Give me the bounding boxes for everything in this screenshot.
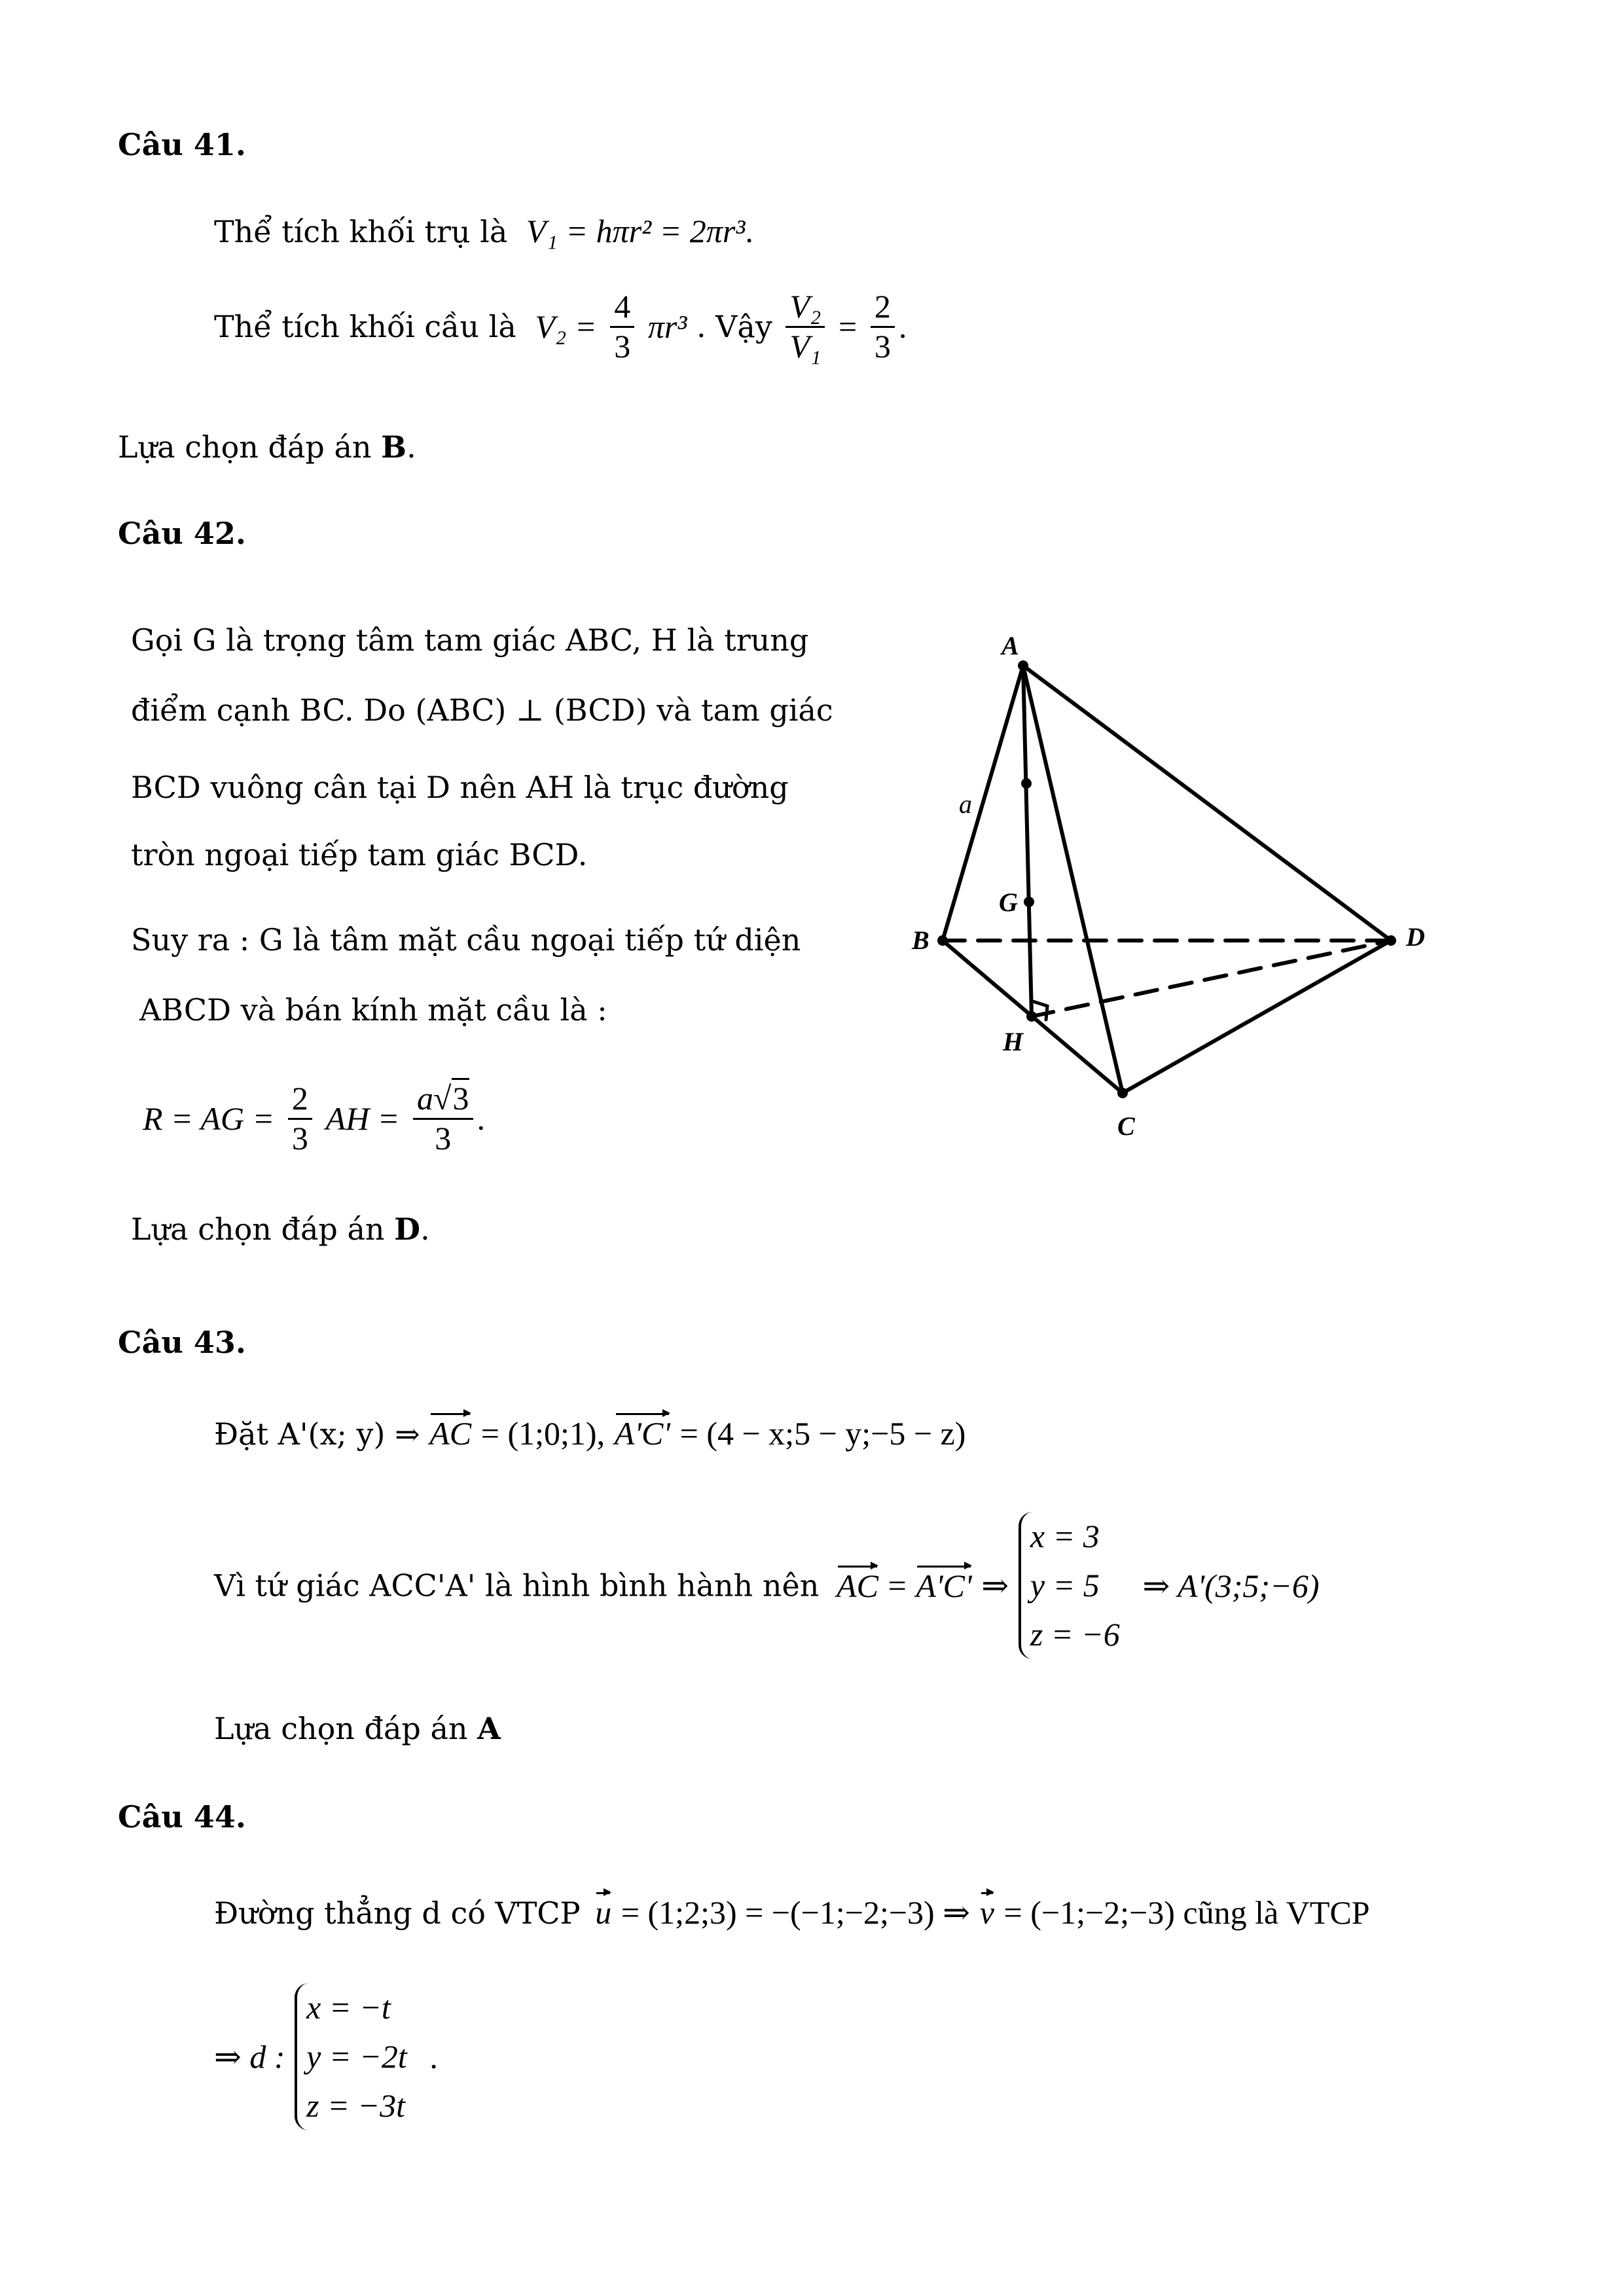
q42-frac1 bbox=[288, 1080, 312, 1157]
q41-line2-middle: . Vậy bbox=[696, 309, 772, 344]
q44-sys-z: z = −3t bbox=[306, 2087, 406, 2124]
q43-answer-prefix: Lựa chọn đáp án bbox=[214, 1711, 468, 1746]
point-G bbox=[1024, 897, 1034, 907]
q42-answer: Lựa chọn đáp án D. bbox=[131, 1211, 430, 1247]
q43-line2-eq: = bbox=[888, 1567, 907, 1604]
q43-line2-vec-AC: AC bbox=[837, 1567, 878, 1604]
q44-sys-y: y = −2t bbox=[306, 2038, 407, 2075]
q41-ratio bbox=[785, 288, 825, 365]
q42-frac1-num: 2 bbox=[288, 1080, 312, 1120]
point-H bbox=[1026, 1011, 1037, 1022]
q44-vec-u: u bbox=[595, 1894, 612, 1931]
q44-d-prefix: ⇒ d : bbox=[214, 2038, 285, 2075]
point-A bbox=[1018, 660, 1028, 671]
q44-line1 bbox=[214, 1896, 1370, 1929]
q41-line2: Thể tích khối cầu là V₂ = $\frac{4}{3}$ πr³ . Vậy $\frac{\text{V₂}}{\text{V₁}}$ = $\frac{2}{3}$ . bbox=[214, 288, 907, 365]
q41-frac-den: 3 bbox=[614, 327, 631, 365]
q41-line2-formula-left: V₂ = bbox=[535, 308, 597, 345]
q42-answer-letter: D bbox=[394, 1211, 421, 1247]
label-A: A bbox=[1001, 631, 1019, 660]
q43-line1-end: = (4 − x;5 − y;−5 − z) bbox=[679, 1415, 966, 1452]
q43-sys-y: y = 5 bbox=[1030, 1567, 1100, 1604]
q41-line2-formula-right: πr³ bbox=[647, 308, 687, 345]
q42-frac2: $\frac{a√3}{3}$ bbox=[413, 1080, 473, 1157]
q43-answer bbox=[214, 1713, 501, 1744]
q43-line2-arrow: ⇒ bbox=[981, 1567, 1009, 1604]
q44-vec-v: v bbox=[979, 1894, 994, 1931]
q44-sys-x: x = −t bbox=[306, 1989, 391, 2026]
q43-line2-prefix: Vì tứ giác ACC'A' là hình bình hành nên bbox=[214, 1568, 820, 1604]
label-H: H bbox=[1003, 1027, 1024, 1056]
point-D bbox=[1386, 935, 1396, 946]
q41-answer-prefix: Lựa chọn đáp án bbox=[118, 429, 372, 465]
q43-line1-start: Đặt A'(x; y) ⇒ bbox=[214, 1416, 420, 1452]
q44-title: Câu 44. bbox=[118, 1799, 246, 1835]
q43-result: ⇒ A'(3;5;−6) bbox=[1142, 1567, 1320, 1604]
q42-formula-mid: AH = bbox=[325, 1100, 400, 1137]
q44-line1-mid: = (1;2;3) = −(−1;−2;−3) ⇒ bbox=[621, 1894, 971, 1931]
q41-answer: Lựa chọn đáp án B. bbox=[118, 429, 416, 465]
q43-sys-x: x = 3 bbox=[1030, 1518, 1100, 1554]
q41-line2-text: Thể tích khối cầu là bbox=[214, 309, 516, 344]
q42-frac2-den: 3 bbox=[435, 1119, 452, 1157]
q44-line1-prefix: Đường thẳng d có VTCP bbox=[214, 1895, 581, 1931]
q43-line1-mid: = (1;0;1), bbox=[480, 1415, 605, 1452]
label-G: G bbox=[999, 888, 1018, 917]
q42-frac1-den: 3 bbox=[291, 1119, 308, 1157]
q42-formula-left: R = AG = bbox=[143, 1100, 275, 1137]
q42-title: Câu 42. bbox=[118, 516, 246, 551]
q43-vec-A1C1: A'C' bbox=[614, 1415, 670, 1452]
q41-title: Câu 41. bbox=[118, 127, 246, 162]
q43-line1 bbox=[214, 1417, 965, 1450]
q41-line1: Thể tích khối trụ là V₁ = hπr² = 2πr³. bbox=[214, 213, 753, 249]
q41-answer-letter: B bbox=[381, 429, 407, 465]
q43-line2-vec-A1C1: A'C' bbox=[916, 1567, 972, 1604]
q42-answer-prefix: Lựa chọn đáp án bbox=[131, 1211, 385, 1247]
label-C: C bbox=[1117, 1111, 1135, 1141]
q41-frac-4-3 bbox=[610, 288, 634, 365]
label-a: a bbox=[959, 789, 972, 819]
tetrahedron-figure bbox=[890, 615, 1453, 1152]
segment-HD-dashed bbox=[1032, 941, 1391, 1016]
q43-system bbox=[1019, 1512, 1120, 1659]
q42-formula: R = AG = $\frac{2}{3}$ AH = $\frac{a√3}{3}$ . bbox=[143, 1080, 485, 1157]
q43-line2 bbox=[214, 1512, 1319, 1659]
point-C bbox=[1117, 1088, 1128, 1098]
label-D: D bbox=[1406, 922, 1425, 952]
q41-ratio-num: V₂ bbox=[785, 288, 825, 328]
q43-title: Câu 43. bbox=[118, 1325, 246, 1360]
q41-ratio-den: V₁ bbox=[789, 327, 821, 365]
q41-line1-formula: V₁ = hπr² = 2πr³ bbox=[526, 213, 746, 249]
q42-frac2-root: 3 bbox=[452, 1078, 469, 1117]
segment-AH bbox=[1023, 666, 1032, 1016]
q43-vec-AC: AC bbox=[429, 1415, 472, 1452]
q42-p2-line2: ABCD và bán kính mặt cầu là : bbox=[139, 992, 607, 1028]
q44-system bbox=[295, 1983, 407, 2130]
edge-CD bbox=[1123, 941, 1391, 1093]
q42-p1-line4: tròn ngoại tiếp tam giác BCD. bbox=[131, 837, 588, 872]
q43-answer-letter: A bbox=[477, 1711, 501, 1746]
q44-d-suffix: . bbox=[429, 2038, 438, 2075]
q44-line2 bbox=[214, 1983, 438, 2130]
label-B: B bbox=[912, 925, 929, 955]
q41-line1-text: Thể tích khối trụ là bbox=[214, 214, 508, 249]
q43-sys-z: z = −6 bbox=[1030, 1616, 1120, 1653]
q42-p2-line1: Suy ra : G là tâm mặt cầu ngoại tiếp tứ diện bbox=[131, 922, 801, 958]
point-B bbox=[937, 935, 948, 946]
q41-ratio-value bbox=[871, 288, 895, 365]
q41-frac-num: 4 bbox=[610, 288, 634, 328]
q42-p1-line1: Gọi G là trọng tâm tam giác ABC, H là trung bbox=[131, 622, 809, 658]
q41-ratio-value-den: 3 bbox=[874, 327, 891, 365]
q44-line1-end: = (−1;−2;−3) cũng là VTCP bbox=[1003, 1894, 1370, 1931]
q42-frac2-a: a bbox=[417, 1080, 434, 1117]
q41-ratio-value-num: 2 bbox=[871, 288, 895, 328]
q42-p1-line2: điểm cạnh BC. Do (ABC) ⊥ (BCD) và tam giác bbox=[131, 692, 833, 728]
point-mid-AH bbox=[1021, 778, 1032, 789]
q42-p1-line3: BCD vuông cân tại D nên AH là trục đường bbox=[131, 770, 789, 805]
